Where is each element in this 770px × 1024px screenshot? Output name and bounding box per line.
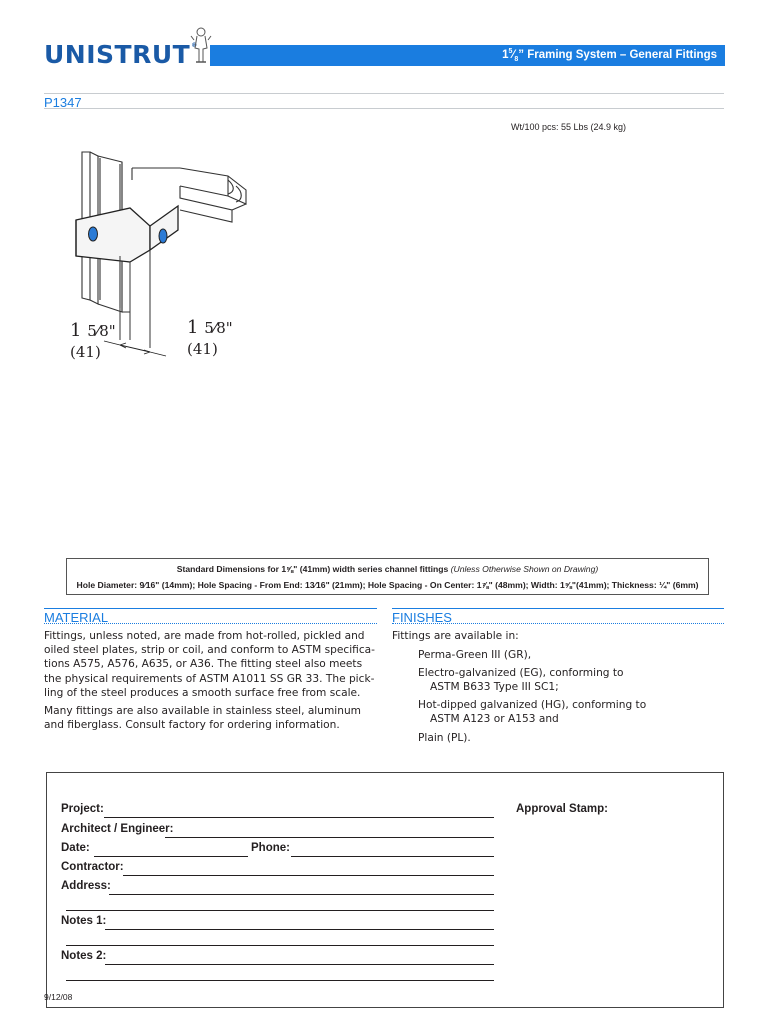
address-field-line-2[interactable]	[66, 910, 494, 911]
date-field[interactable]	[94, 856, 248, 857]
project-label: Project:	[61, 803, 104, 815]
architect-label: Architect / Engineer:	[61, 823, 174, 835]
finish-item: Hot-dipped galvanized (HG), conforming to	[418, 699, 647, 711]
contractor-label: Contractor:	[61, 861, 124, 873]
submittal-form	[46, 772, 724, 1008]
contractor-field[interactable]	[123, 875, 494, 876]
dimension-left: 1 5⁄8" (41)	[70, 320, 116, 361]
phone-field[interactable]	[291, 856, 494, 857]
divider	[44, 93, 724, 94]
finish-item: Electro-galvanized (EG), conforming to	[418, 667, 624, 679]
finish-item: Plain (PL).	[418, 732, 471, 744]
header-bar	[210, 45, 725, 66]
phone-label: Phone:	[251, 842, 290, 854]
standard-dimensions-title: Standard Dimensions for 1⅝" (41mm) width series channel fittings (Unless Otherwise Shown on Drawing)	[176, 564, 599, 574]
finishes-rule	[392, 623, 724, 624]
notes1-label: Notes 1:	[61, 915, 107, 927]
address-label: Address:	[61, 880, 111, 892]
weight-text: Wt/100 pcs: 55 Lbs (24.9 kg)	[511, 122, 627, 132]
notes2-field[interactable]	[105, 964, 494, 965]
mascot-icon	[190, 26, 212, 66]
dimension-right: 1 5⁄8" (41)	[187, 317, 233, 358]
material-paragraph-1: Fittings, unless noted, are made from hot-rolled, pickled and oiled steel plates, strip or coil, and conform to ASTM specifica- tions A575, A576, A635, or A36. The fitting steel also meets the physical requirements of ASTM A1011 SS GR 33. The pick- ling of the steel produces a smooth surface free from scale.	[44, 630, 375, 699]
architect-field[interactable]	[165, 837, 494, 838]
material-rule	[44, 623, 377, 624]
header-title: $1^5⁄_8$” Framing System – General Fittings	[502, 48, 717, 64]
divider	[44, 108, 724, 109]
project-field[interactable]	[104, 817, 494, 818]
standard-dimensions-box	[66, 558, 709, 595]
part-number: P1347	[44, 95, 82, 110]
notes2-label: Notes 2:	[61, 950, 107, 962]
notes2-field-line-2[interactable]	[66, 980, 494, 981]
standard-dimensions-values: Hole Diameter: 9⁄16" (14mm); Hole Spacing - From End: 13⁄16" (21mm); Hole Spacing - On Center: 1⅞" (48mm); Width: 1⅝"(41mm); Thickness: ¼" (6mm)	[76, 580, 699, 590]
unistrut-logo: UNISTRUT®	[44, 40, 198, 69]
finishes-heading: FINISHES	[392, 610, 452, 625]
approval-stamp-label: Approval Stamp:	[516, 803, 609, 815]
finish-item: Perma-Green III (GR),	[418, 649, 532, 661]
finishes-rule-top	[392, 608, 724, 609]
material-heading: MATERIAL	[44, 610, 109, 625]
finish-item: ASTM A123 or A153 and	[430, 713, 559, 725]
revision-date: 9/12/08	[44, 992, 73, 1002]
finish-item: ASTM B633 Type III SC1;	[430, 681, 559, 693]
registered-mark: ®	[191, 42, 198, 49]
address-field[interactable]	[109, 894, 494, 895]
material-rule-top	[44, 608, 377, 609]
lower-channel	[120, 250, 150, 348]
notes1-field[interactable]	[105, 929, 494, 930]
finishes-intro: Fittings are available in:	[392, 630, 519, 642]
material-paragraph-2: Many fittings are also available in stainless steel, aluminum and fiberglass. Consult factory for ordering information.	[44, 705, 361, 732]
date-label: Date:	[61, 842, 90, 854]
notes1-field-line-2[interactable]	[66, 945, 494, 946]
